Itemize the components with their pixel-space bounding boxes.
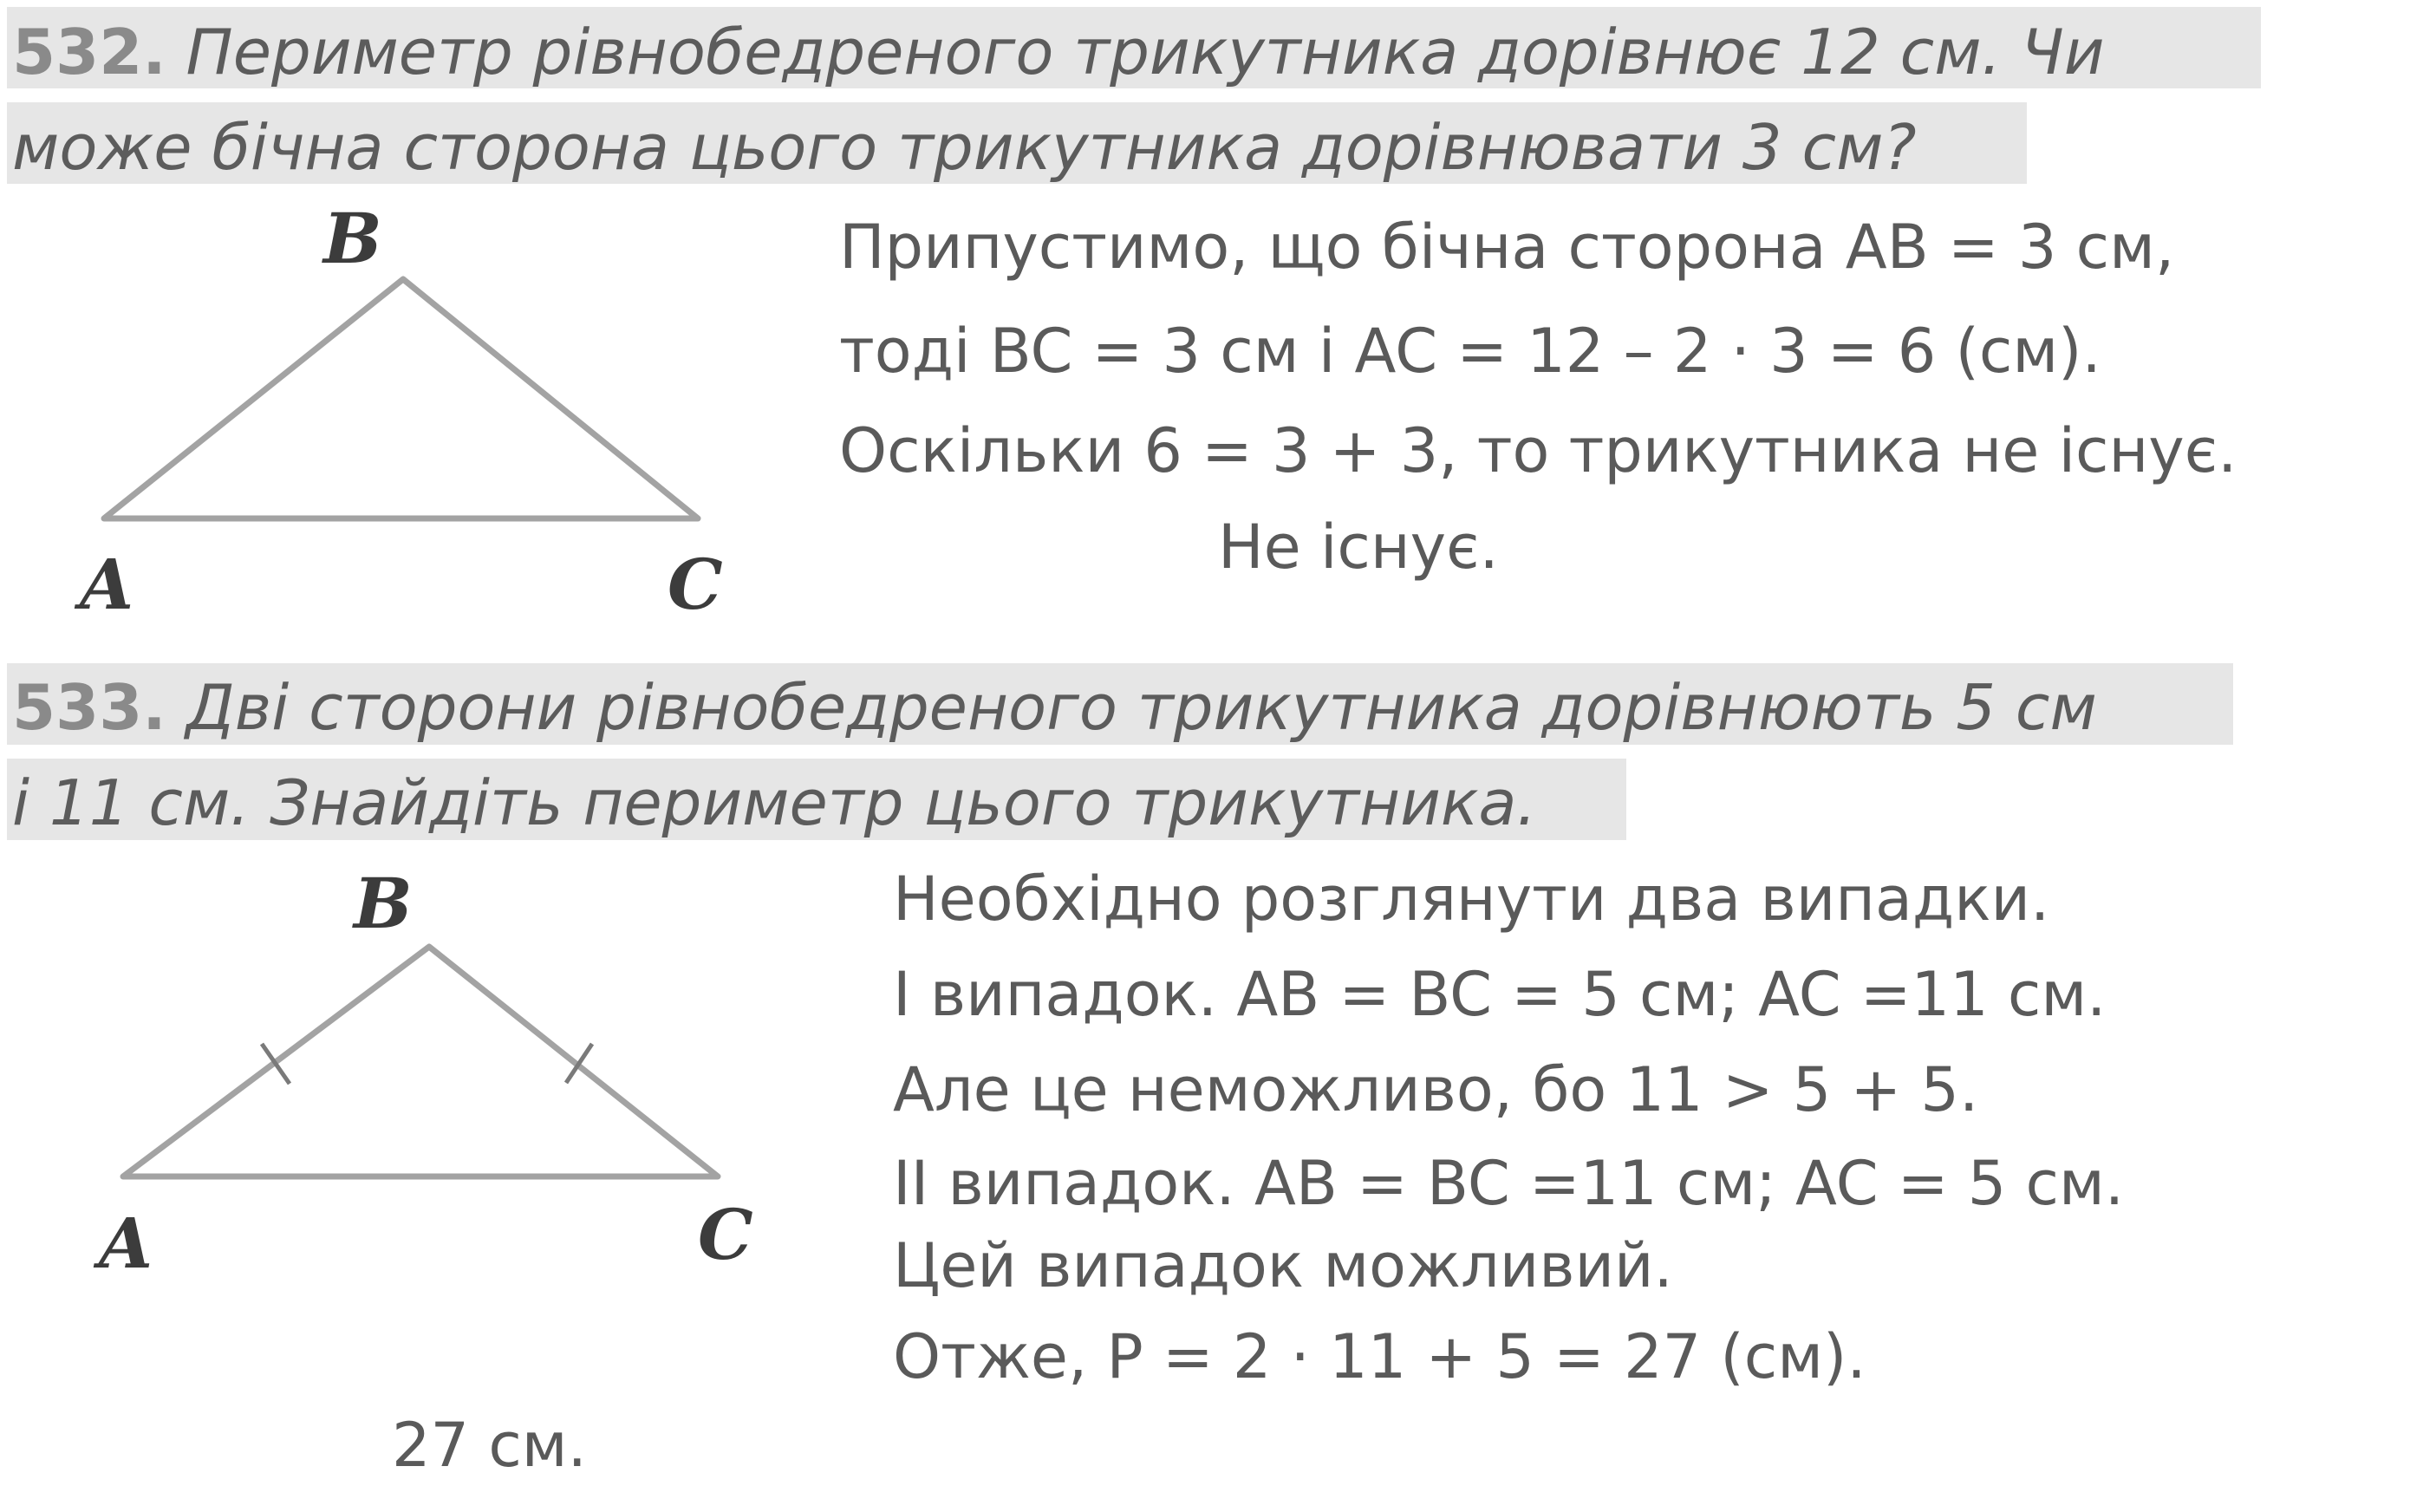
vertex-label-b: B: [354, 876, 413, 944]
problem-533-statement-text-1: Дві сторони рівнобедреного трикутника дорівнюють 5 см: [186, 671, 2097, 744]
tick-mark-ab: [262, 1044, 290, 1084]
problem-533-solution-line-3: Але це неможливо, бо 11 > 5 + 5.: [893, 1054, 1979, 1125]
problem-532-number: 532.: [12, 16, 166, 88]
vertex-label-b: B: [323, 208, 382, 279]
problem-533-statement-line-1: [12, 671, 2097, 744]
problem-532-statement-line-2: може бічна сторона цього трикутника дорівнювати 3 см?: [12, 111, 1917, 184]
problem-532-solution-line-1: Припустимо, що бічна сторона AB = 3 см,: [839, 212, 2175, 283]
triangle-abc: [123, 947, 718, 1176]
problem-533-statement-line-2: і 11 см. Знайдіть периметр цього трикутника.: [12, 766, 1537, 839]
problem-533-solution-line-1: Необхідно розглянути два випадки.: [893, 864, 2050, 935]
problem-532-triangle-figure: [61, 208, 824, 624]
problem-532-statement-line-1: [12, 16, 2105, 88]
problem-532-solution-line-2: тоді BC = 3 см і AC = 12 – 2 · 3 = 6 (см).: [839, 316, 2101, 387]
vertex-label-a: A: [99, 1202, 153, 1284]
problem-533-solution-line-6: Отже, P = 2 · 11 + 5 = 27 (см).: [893, 1321, 1866, 1392]
vertex-label-a: A: [80, 544, 134, 624]
vertex-label-c: C: [668, 544, 723, 624]
problem-532-answer: Не існує.: [1218, 512, 1499, 583]
problem-533-number: 533.: [12, 671, 166, 744]
problem-533-triangle-figure: [87, 876, 850, 1292]
problem-533-solution-line-5: Цей випадок можливий.: [893, 1230, 1673, 1301]
triangle-abc: [104, 279, 698, 518]
problem-533-answer: 27 см.: [392, 1410, 587, 1481]
problem-532-solution-line-3: Оскільки 6 = 3 + 3, то трикутника не існує.: [839, 415, 2237, 486]
problem-532-statement-text-1: Периметр рівнобедреного трикутника дорівнює 12 см. Чи: [186, 16, 2105, 88]
problem-533-solution-line-4: II випадок. AB = BC =11 см; AC = 5 см.: [893, 1148, 2125, 1219]
vertex-label-c: C: [698, 1194, 753, 1275]
problem-533-solution-line-2: I випадок. AB = BC = 5 см; AC =11 см.: [893, 959, 2107, 1030]
